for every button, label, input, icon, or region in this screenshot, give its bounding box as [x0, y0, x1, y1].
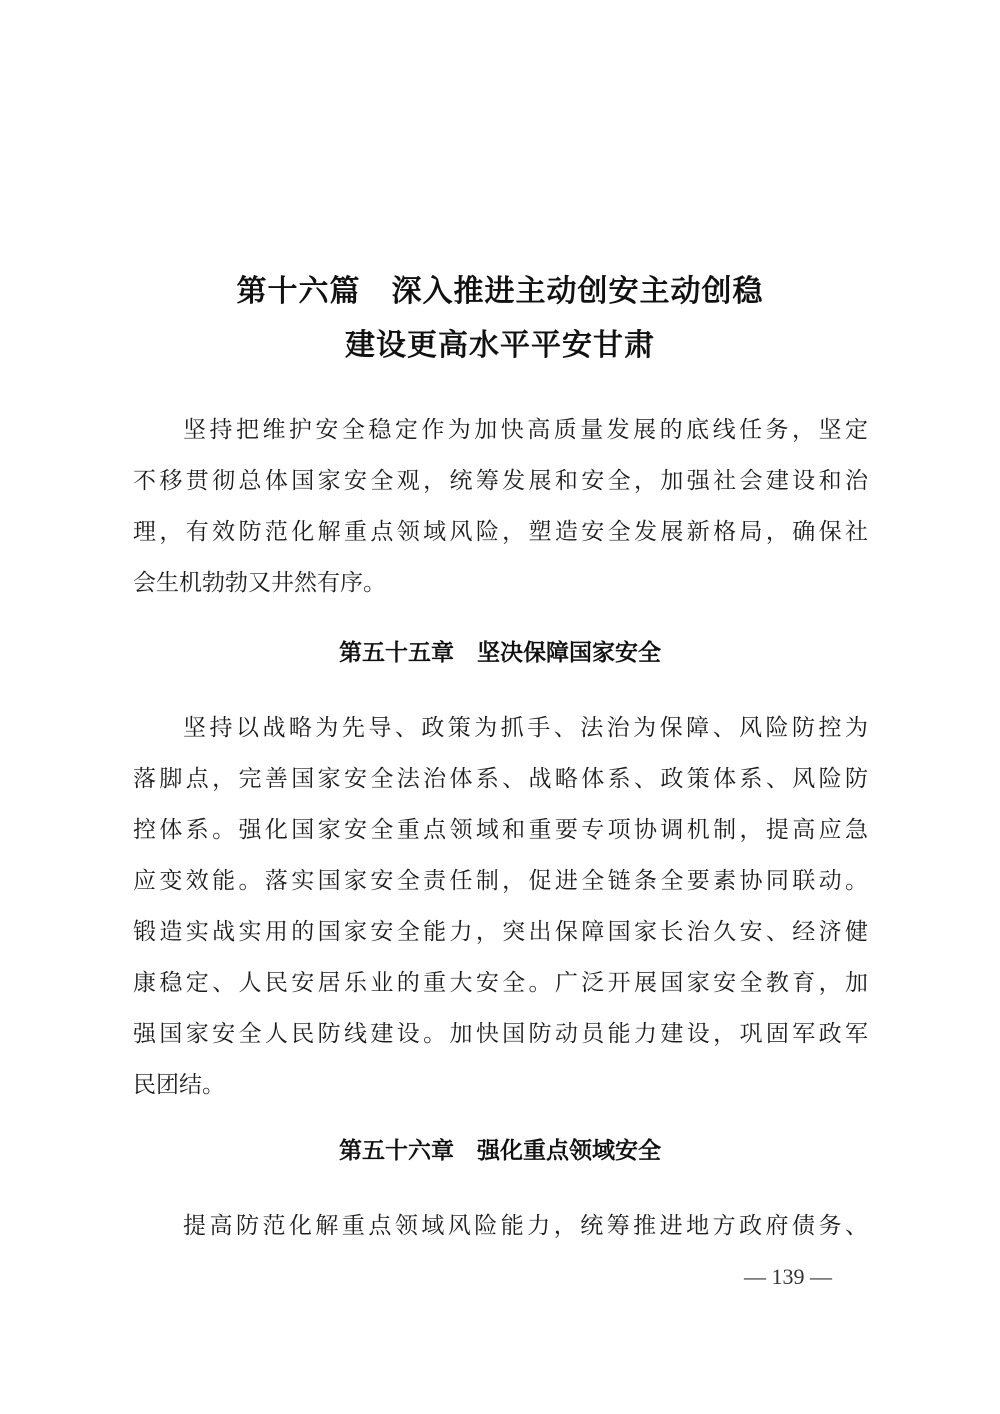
paragraph-line: 应变效能。落实国家安全责任制，促进全链条全要素协同联动。	[133, 868, 868, 894]
paragraph-line: 康稳定、人民安居乐业的重大安全。广泛开展国家安全教育，加	[133, 970, 868, 996]
part-title-line-2: 建设更高水平平安甘肃	[345, 328, 655, 363]
paragraph-line: 控体系。强化国家安全重点领域和重要专项协调机制，提高应急	[133, 817, 868, 843]
paragraph-line: 民团结。	[133, 1072, 225, 1098]
paragraph-line: 提高防范化解重点领域风险能力，统筹推进地方政府债务、	[183, 1213, 868, 1239]
paragraph-line: 坚持把维护安全稳定作为加快高质量发展的底线任务，坚定	[183, 417, 868, 443]
paragraph-line: 强国家安全人民防线建设。加快国防动员能力建设，巩固军政军	[133, 1021, 868, 1047]
paragraph-line: 落脚点，完善国家安全法治体系、战略体系、政策体系、风险防	[133, 766, 868, 792]
chapter-56-paragraph	[133, 1201, 868, 1252]
page-number: — 139 —	[744, 1264, 832, 1289]
chapter-55-title: 第五十五章 坚决保障国家安全	[339, 640, 661, 666]
paragraph-line: 锻造实战实用的国家安全能力，突出保障国家长治久安、经济健	[133, 919, 868, 945]
chapter-55-paragraph	[133, 703, 868, 1111]
paragraph-line: 会生机勃勃又井然有序。	[133, 570, 386, 596]
chapter-56-title: 第五十六章 强化重点领域安全	[339, 1138, 661, 1164]
paragraph-line: 不移贯彻总体国家安全观，统筹发展和安全，加强社会建设和治	[133, 468, 868, 494]
paragraph-line: 理，有效防范化解重点领域风险，塑造安全发展新格局，确保社	[133, 519, 868, 545]
paragraph-line: 坚持以战略为先导、政策为抓手、法治为保障、风险防控为	[183, 715, 868, 741]
intro-paragraph	[133, 405, 868, 609]
part-title-line-1: 第十六篇 深入推进主动创安主动创稳	[236, 274, 764, 309]
